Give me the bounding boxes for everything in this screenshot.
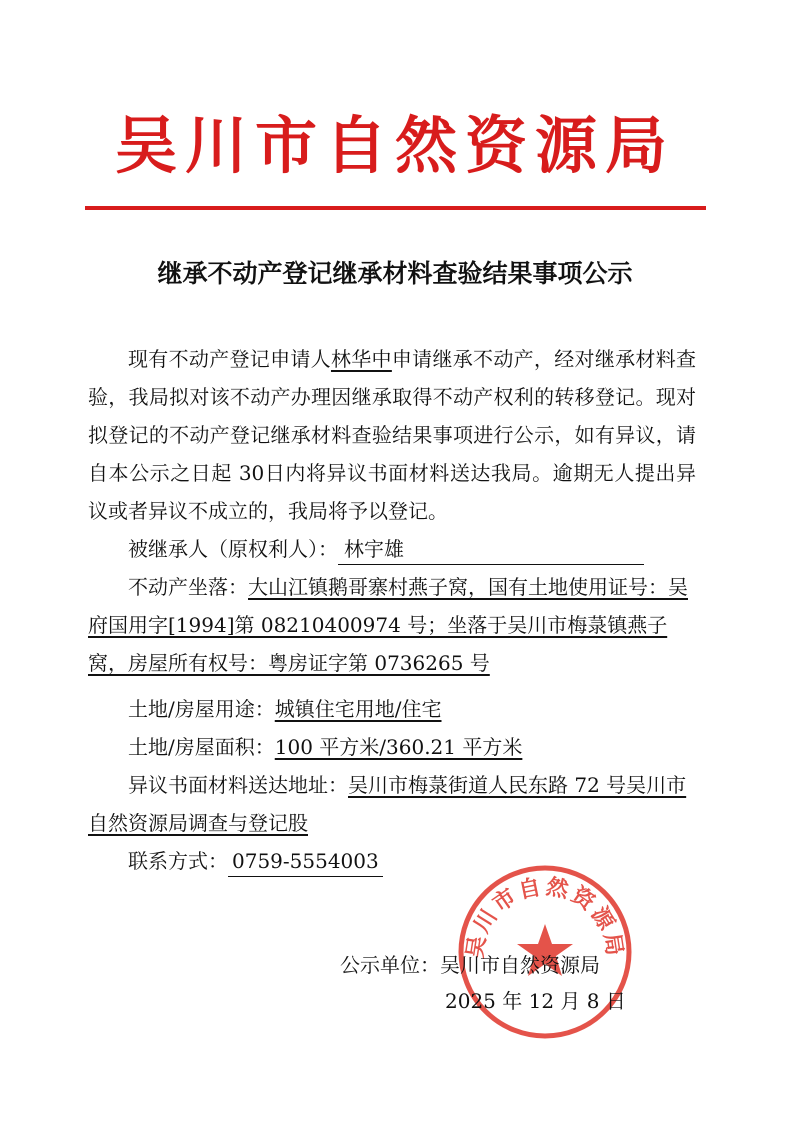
publish-date: 2025 年 12 月 8 日: [445, 989, 626, 1013]
document-body: [88, 340, 696, 880]
usage-value: 城镇住宅用地/住宅: [274, 697, 442, 721]
location-row: [88, 568, 696, 682]
masthead-title: 吴川市自然资源局: [114, 109, 675, 182]
area-label: 土地/房屋面积：: [128, 735, 275, 759]
usage-label: 土地/房屋用途：: [128, 697, 275, 721]
usage-row: [88, 690, 696, 728]
address-label: 异议书面材料送达地址：: [128, 773, 348, 797]
intro-paragraph: [88, 340, 696, 530]
area-row: [88, 728, 696, 766]
inheritee-label: 被继承人（原权利人）：: [128, 537, 338, 561]
applicant-name: 林华中: [330, 347, 392, 371]
area-value: 100 平方米/360.21 平方米: [274, 735, 523, 759]
publisher-line: 公示单位：吴川市自然资源局: [340, 953, 600, 977]
red-divider: [85, 206, 706, 210]
document-title: 继承不动产登记继承材料查验结果事项公示: [157, 259, 633, 288]
intro-text-2: 申请继承不动产，经对继承材料查验，我局拟对该不动产办理因继承取得不动产权利的转移登记。现对拟登记的不动产登记继承材料查验结果事项进行公示，如有异议，请自本公示之日起 30日内将异议书面材料送达我局。逾期无人提出异议或者异议不成立的，我局将予以登记。: [88, 347, 697, 523]
location-value: 大山江镇鹅哥寨村燕子窝，国有土地使用证号：吴府国用字[1994]第 08210400974 号；坐落于吴川市梅菉镇燕子窝，房屋所有权号：粤房证字第 0736265 号: [88, 575, 688, 675]
svg-text:吴川市自然资源局: 吴川市自然资源局: [462, 873, 628, 961]
address-value: 吴川市梅菉街道人民东路 72 号吴川市自然资源局调查与登记股: [88, 773, 687, 835]
address-row: [88, 766, 696, 842]
intro-text-1: 现有不动产登记申请人: [128, 347, 331, 371]
inheritee-value: 林宇雄: [338, 534, 644, 565]
contact-label: 联系方式：: [128, 849, 228, 873]
location-label: 不动产坐落：: [128, 575, 248, 599]
inheritee-row: [88, 530, 696, 568]
contact-value: 0759-5554003: [228, 846, 383, 877]
